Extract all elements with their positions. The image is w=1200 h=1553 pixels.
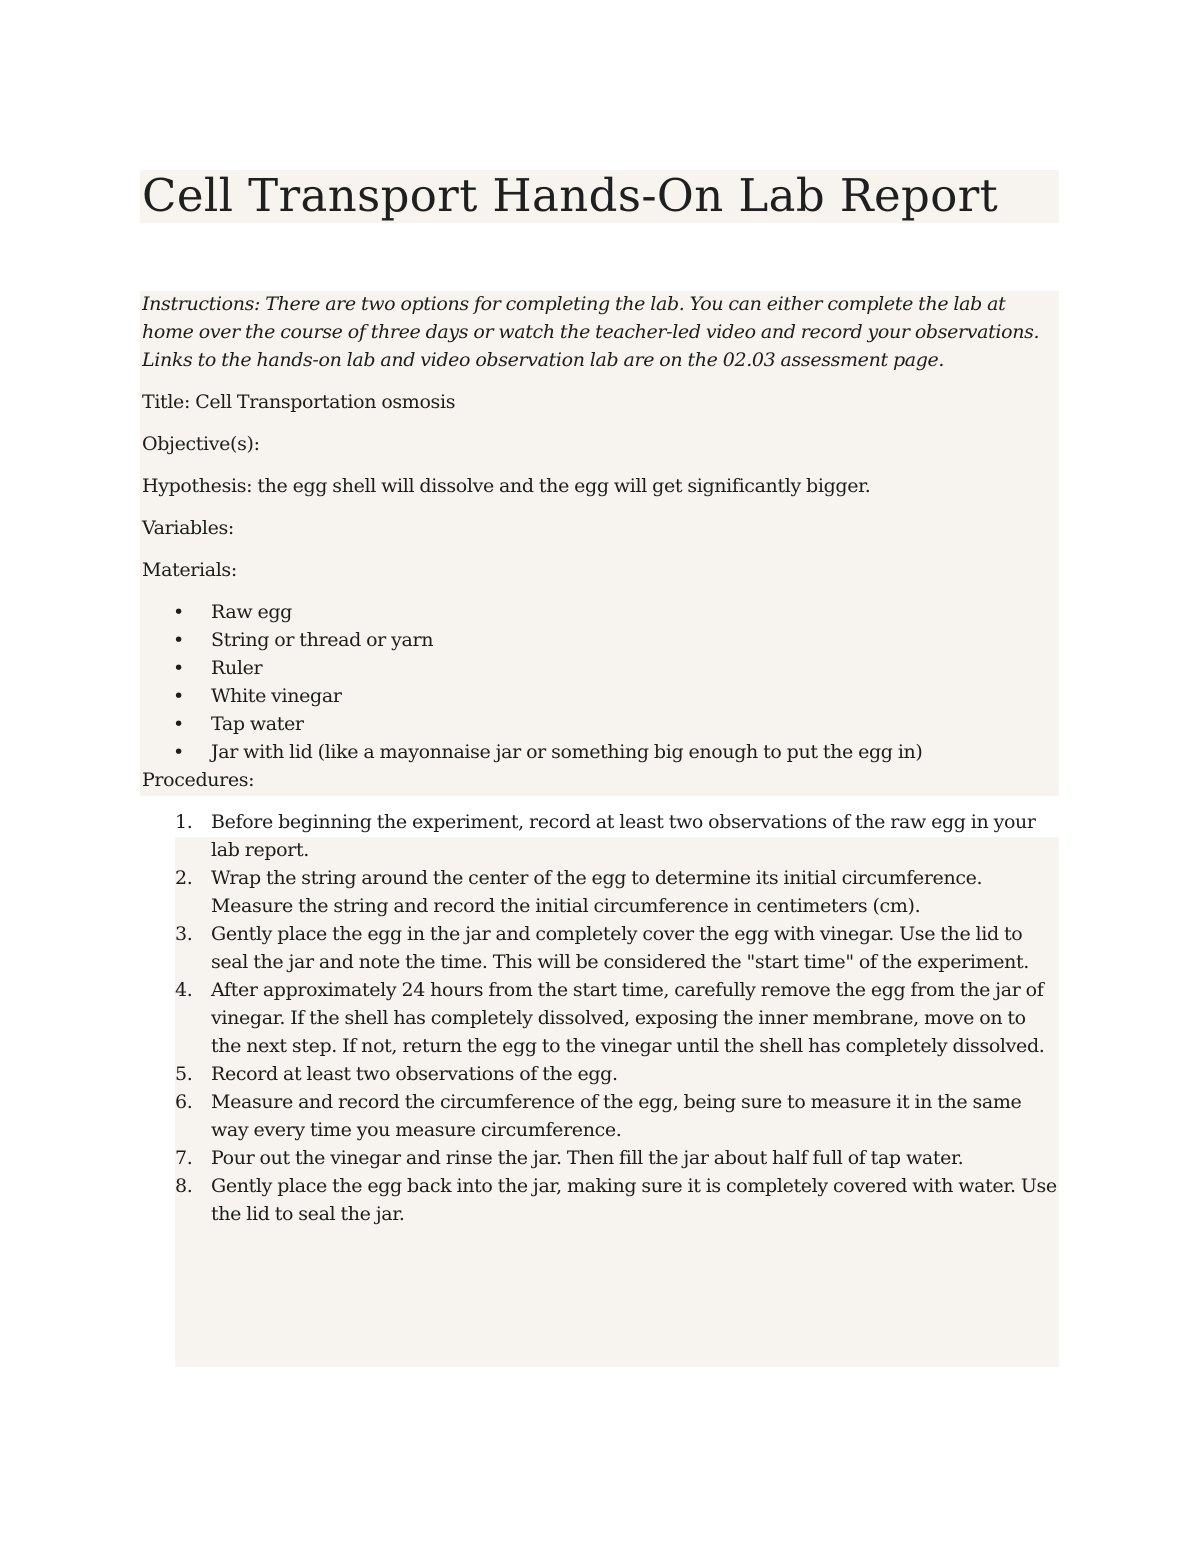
material-text: Tap water bbox=[211, 713, 304, 735]
list-item bbox=[142, 682, 1058, 710]
step-text: Gently place the egg back into the jar, making sure it is completely covered with water. Use the lid to seal the jar. bbox=[211, 1175, 1057, 1225]
step-number: 3. bbox=[175, 923, 193, 945]
instructions-paragraph: Instructions: There are two options for completing the lab. You can either complete the lab at home over the course of three days or watch the teacher-led video and record your observations. Links to the hands-on lab and video observation lab are on the 02.03 assessment page. bbox=[142, 293, 1040, 371]
step-number: 5. bbox=[175, 1063, 193, 1085]
list-item bbox=[142, 654, 1058, 682]
list-item bbox=[142, 1088, 1058, 1144]
bullet-marker: • bbox=[173, 685, 184, 707]
step-text: Before beginning the experiment, record at least two observations of the raw egg in your lab report. bbox=[211, 811, 1036, 861]
material-text: String or thread or yarn bbox=[211, 629, 434, 651]
step-number: 7. bbox=[175, 1147, 193, 1169]
objectives-label: Objective(s): bbox=[142, 433, 260, 455]
step-number: 8. bbox=[175, 1175, 193, 1197]
procedures-list bbox=[142, 808, 1058, 1228]
step-number: 1. bbox=[175, 811, 193, 833]
procedures-label: Procedures: bbox=[142, 769, 255, 791]
list-item bbox=[142, 1144, 1058, 1172]
step-text: Measure and record the circumference of the egg, being sure to measure it in the same way every time you measure circumference. bbox=[211, 1091, 1022, 1141]
bullet-marker: • bbox=[173, 601, 184, 623]
material-text: Ruler bbox=[211, 657, 263, 679]
list-item bbox=[142, 920, 1058, 976]
step-text: Record at least two observations of the egg. bbox=[211, 1063, 618, 1085]
material-text: Jar with lid (like a mayonnaise jar or something big enough to put the egg in) bbox=[211, 741, 923, 763]
hypothesis-field: Hypothesis: the egg shell will dissolve and the egg will get significantly bigger. bbox=[142, 475, 871, 497]
document-body bbox=[142, 290, 1058, 1228]
step-text: Pour out the vinegar and rinse the jar. Then fill the jar about half full of tap water. bbox=[211, 1147, 964, 1169]
step-number: 6. bbox=[175, 1091, 193, 1113]
list-item bbox=[142, 626, 1058, 654]
list-item bbox=[142, 1172, 1058, 1228]
list-item bbox=[142, 864, 1058, 920]
step-text: Gently place the egg in the jar and completely cover the egg with vinegar. Use the lid to seal the jar and note the time. This will be considered the "start time" of the experiment. bbox=[211, 923, 1029, 973]
material-text: White vinegar bbox=[211, 685, 342, 707]
bullet-marker: • bbox=[173, 657, 184, 679]
materials-label: Materials: bbox=[142, 559, 237, 581]
list-item bbox=[142, 710, 1058, 738]
list-item bbox=[142, 738, 1058, 766]
material-text: Raw egg bbox=[211, 601, 292, 623]
list-item bbox=[142, 598, 1058, 626]
variables-label: Variables: bbox=[142, 517, 234, 539]
title-field: Title: Cell Transportation osmosis bbox=[142, 391, 456, 413]
step-number: 4. bbox=[175, 979, 193, 1001]
materials-list bbox=[142, 598, 1058, 766]
list-item bbox=[142, 976, 1058, 1060]
bullet-marker: • bbox=[173, 629, 184, 651]
step-text: After approximately 24 hours from the start time, carefully remove the egg from the jar of vinegar. If the shell has completely dissolved, exposing the inner membrane, move on to the next step. If not, return the egg to the vinegar until the shell has completely dissolved. bbox=[211, 979, 1045, 1057]
page-title: Cell Transport Hands-On Lab Report bbox=[142, 169, 999, 222]
bullet-marker: • bbox=[173, 741, 184, 763]
bullet-marker: • bbox=[173, 713, 184, 735]
step-text: Wrap the string around the center of the egg to determine its initial circumference. Measure the string and record the initial circumference in centimeters (cm). bbox=[211, 867, 983, 917]
step-number: 2. bbox=[175, 867, 193, 889]
list-item bbox=[142, 808, 1058, 864]
list-item bbox=[142, 1060, 1058, 1088]
